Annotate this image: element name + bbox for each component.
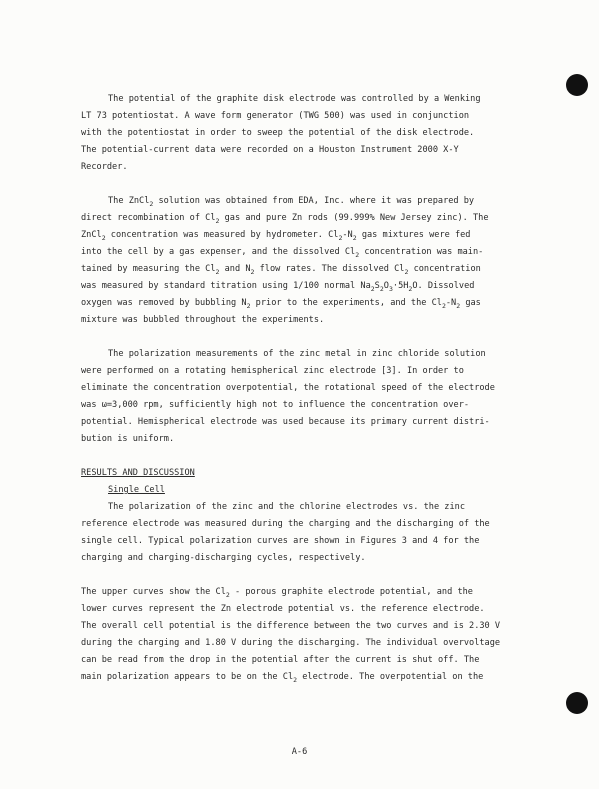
text-line: The polarization measurements of the zinc metal in zinc chloride solution — [108, 349, 486, 359]
text-line: direct recombination of $Cl_2$ gas and pure Zn rods (99.999% New Jersey zinc). The — [81, 213, 489, 225]
text-line: ZnCl$_2$ concentration was measured by hydrometer. $Cl_2-N_2$ gas mixtures were fed — [81, 230, 471, 242]
text-line: The overall cell potential is the difference between the two curves and is 2.30 V — [81, 621, 501, 631]
text-line: single cell. Typical polarization curves are shown in Figures 3 and 4 for the — [81, 536, 480, 546]
text-line: mixture was bubbled throughout the experiments. — [81, 315, 325, 325]
text-line: potential. Hemispherical electrode was used because its primary current distri- — [81, 417, 490, 427]
punch-hole — [566, 692, 588, 714]
text-line: main polarization appears to be on the $Cl_2$ electrode. The overpotential on the — [81, 672, 484, 684]
text-line: were performed on a rotating hemispherical zinc electrode [3]. In order to — [81, 366, 464, 376]
text-line: LT 73 potentiostat. A wave form generator (TWG 500) was used in conjunction — [81, 111, 470, 121]
subsection-heading: Single Cell — [108, 485, 165, 495]
text-line: The potential-current data were recorded on a Houston Instrument 2000 X-Y — [81, 145, 459, 155]
text-line: into the cell by a gas expenser, and the dissolved $Cl_2$ concentration was main- — [81, 247, 484, 259]
text-line: was measured by standard titration using 1/100 normal $Na_2S_2O_3\cdot 5H_2O$. Dissolved — [81, 281, 475, 293]
text-line: tained by measuring the $Cl_2$ and $N_2$ flow rates. The dissolved $Cl_2$ concentration — [81, 264, 481, 276]
text-line: The potential of the graphite disk electrode was controlled by a Wenking — [108, 94, 481, 104]
text-line: reference electrode was measured during the charging and the discharging of the — [81, 519, 490, 529]
text-line: was ω=3,000 rpm, sufficiently high not to influence the concentration over- — [81, 400, 470, 410]
text-line: charging and charging-discharging cycles, respectively. — [81, 553, 366, 563]
text-line: eliminate the concentration overpotential, the rotational speed of the electrode — [81, 383, 495, 393]
text-line: bution is uniform. — [81, 434, 175, 444]
paragraph-equipment — [81, 91, 521, 176]
text-line: with the potentiostat in order to sweep the potential of the disk electrode. — [81, 128, 475, 138]
text-line: oxygen was removed by bubbling $N_2$ prior to the experiments, and the $Cl_2-N_2$ gas — [81, 298, 481, 310]
paragraph-polarization — [81, 346, 521, 448]
text-line: during the charging and 1.80 V during the discharging. The individual overvoltage — [81, 638, 501, 648]
text-line: The upper curves show the $Cl_2$ - porous graphite electrode potential, and the — [81, 587, 473, 599]
text-line: The ZnCl$_2$ solution was obtained from EDA, Inc. where it was prepared by — [108, 196, 475, 208]
punch-hole — [566, 74, 588, 96]
page-body — [81, 91, 521, 686]
page-number: A-6 — [291, 747, 308, 757]
section-heading: RESULTS AND DISCUSSION — [81, 468, 195, 478]
text-line: lower curves represent the Zn electrode potential vs. the reference electrode. — [81, 604, 485, 614]
paragraph-single-cell — [81, 499, 521, 567]
text-line: The polarization of the zinc and the chlorine electrodes vs. the zinc — [108, 502, 465, 512]
paragraph-solution — [81, 193, 521, 329]
text-line: can be read from the drop in the potential after the current is shut off. The — [81, 655, 480, 665]
text-line: Recorder. — [81, 162, 128, 172]
paragraph-curves — [81, 584, 521, 686]
